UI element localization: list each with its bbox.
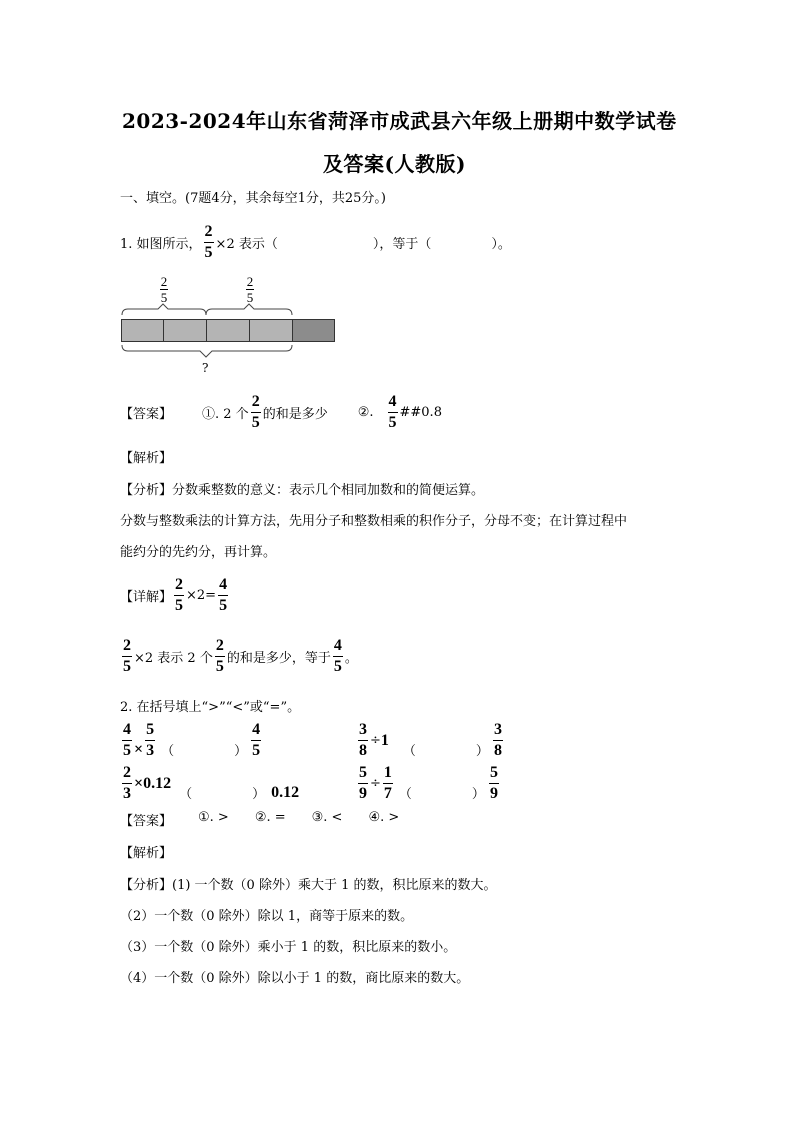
- answer-item: ③. <: [311, 810, 343, 825]
- fraction: $\frac{4}{5}$: [333, 637, 342, 675]
- section-heading: 一、填空。(7题4分，其余每空1分，共25分。): [120, 191, 386, 206]
- fraction: $\frac{2}{5}$: [204, 223, 213, 261]
- bar-segment-dark: [292, 319, 335, 342]
- fraction: $\frac{2}{5}$: [215, 637, 224, 675]
- q1-mid: ×2 表示（: [215, 237, 278, 252]
- analysis-line: 能约分的先约分，再计算。: [120, 545, 277, 560]
- compare-item-4: $\frac{5}{9}$ ÷ $\frac{1}{7}$ （ ） $\frac{5}{9}$: [359, 764, 498, 802]
- fraction: $\frac{4}{5}$: [219, 576, 228, 614]
- fraction: $\frac{2}{5}$: [123, 637, 131, 675]
- compare-item-1: $\frac{4}{5}$ × $\frac{5}{3}$ （ ） $\frac{4}{5}$: [123, 721, 261, 759]
- detail-row-2: [120, 638, 358, 675]
- top-label-2: 2 5: [246, 274, 254, 305]
- analysis-line: 【分析】(1) 一个数（0 除外）乘大于 1 的数，积比原来的数大。: [120, 878, 497, 893]
- bar-segment: [121, 319, 164, 342]
- question-1: [120, 224, 511, 261]
- answer-item: ②. =: [254, 810, 286, 825]
- answer-item: ①. >: [198, 810, 229, 825]
- q1-prefix: 1. 如图所示，: [120, 237, 202, 252]
- answer-2-prefix: ②.: [357, 405, 374, 420]
- answer-label: 【答案】: [120, 814, 173, 829]
- bottom-label: ?: [202, 361, 209, 375]
- top-label-1: 2 5: [160, 274, 168, 305]
- fraction: $\frac{2}{5}$: [251, 393, 260, 431]
- fraction: $\frac{2}{5}$: [175, 576, 184, 614]
- q1-end: ）。: [491, 237, 511, 252]
- answer-label: 【答案】: [120, 407, 173, 422]
- answer-item: ④. >: [368, 810, 400, 825]
- bar-segment: [206, 319, 250, 342]
- page-title-line2: 及答案(人教版): [323, 152, 466, 176]
- bar-segment: [163, 319, 207, 342]
- answer-1-suffix: 的和是多少: [262, 407, 328, 422]
- detail-text: 的和是多少，等于: [226, 651, 331, 666]
- answer-1-prefix: ①. 2 个: [202, 407, 249, 422]
- detail-row: [120, 577, 230, 614]
- detail-text: ×2 表示 2 个: [134, 651, 213, 666]
- analysis-label: 【解析】: [120, 846, 173, 861]
- page-title-line1: 2023-2024年山东省菏泽市成武县六年级上册期中数学试卷: [122, 109, 677, 133]
- detail-text: 。: [344, 651, 358, 666]
- analysis-line: 【分析】分数乘整数的意义：表示几个相同加数和的简便运算。: [120, 483, 485, 498]
- answer-2-suffix: ##0.8: [399, 405, 442, 420]
- analysis-line: （4）一个数（0 除外）除以小于 1 的数，商比原来的数大。: [120, 971, 470, 986]
- analysis-line: （2）一个数（0 除外）除以 1，商等于原来的数。: [120, 909, 414, 924]
- bar-segment: [249, 319, 293, 342]
- detail-eq: ×2=: [186, 588, 217, 603]
- compare-item-2: $\frac{3}{8}$ ÷ 1 （ ） $\frac{3}{8}$: [359, 721, 502, 759]
- answer-row-1: [120, 394, 442, 431]
- q1-mid2: ），等于（: [372, 237, 432, 252]
- compare-item-3: $\frac{2}{3}$ × 0.12 （ ） 0.12: [123, 764, 300, 802]
- analysis-line: （3）一个数（0 除外）乘小于 1 的数，积比原来的数小。: [120, 940, 457, 955]
- fraction: $\frac{4}{5}$: [388, 393, 397, 431]
- detail-label: 【详解】: [120, 590, 173, 605]
- question-2: 2. 在括号填上“>”“<”或“=”。: [120, 700, 301, 715]
- answer-row-2: [120, 810, 399, 829]
- analysis-line: 分数与整数乘法的计算方法，先用分子和整数相乘的积作分子，分母不变；在计算过程中: [120, 514, 628, 529]
- analysis-label: 【解析】: [120, 451, 173, 466]
